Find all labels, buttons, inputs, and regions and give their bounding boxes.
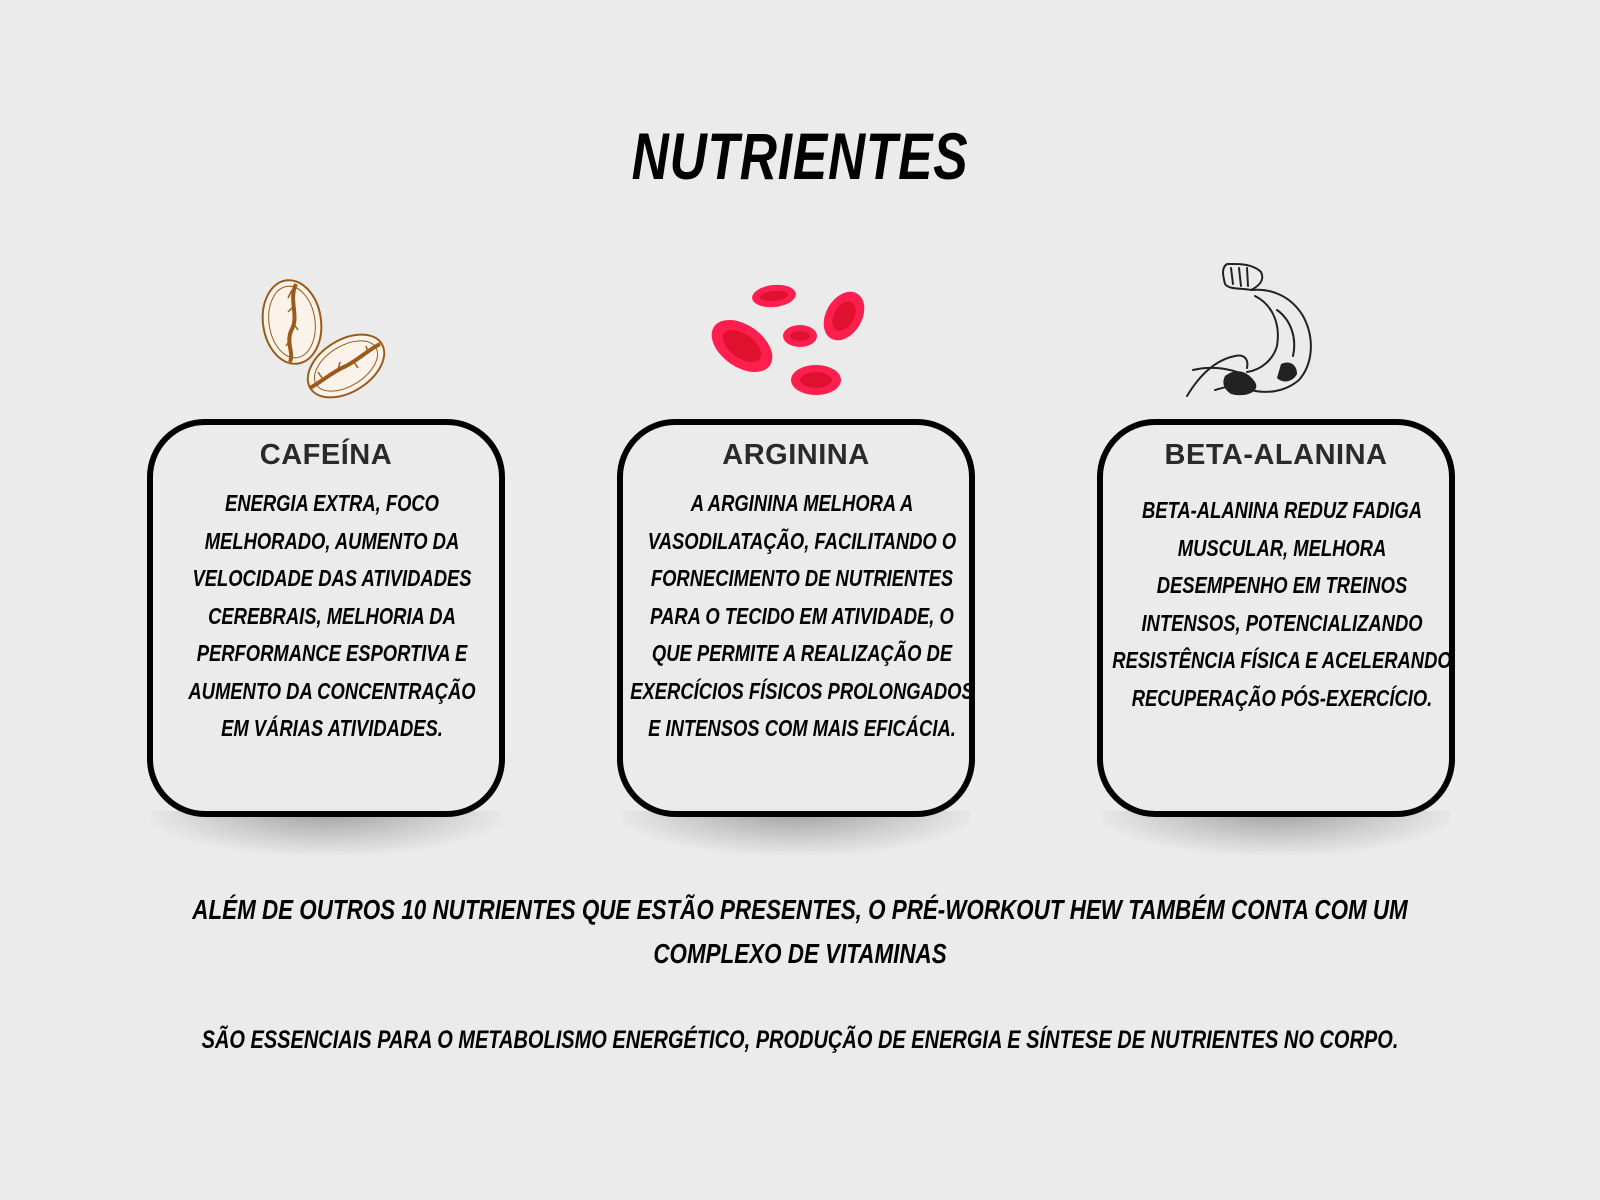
footer-line: ALÉM DE OUTROS 10 NUTRIENTES QUE ESTÃO PRESENTES, O PRÉ-WORKOUT HEW TAMBÉM CONTA COM UM <box>192 894 1408 925</box>
card-text-line: CEREBRAIS, MELHORIA DA <box>208 602 456 629</box>
card-text-line: VASODILATAÇÃO, FACILITANDO O <box>647 527 957 554</box>
card-title: ARGININA <box>722 439 870 471</box>
card-text-line: BETA-ALANINA REDUZ FADIGA <box>1141 497 1423 523</box>
card-shadow <box>151 811 501 855</box>
page-title: NUTRIENTES <box>631 119 969 193</box>
footer-vitamins-note <box>0 888 1600 976</box>
card-shadow <box>621 811 971 855</box>
card-frame <box>617 419 975 817</box>
card-text-line: ENERGIA EXTRA, FOCO <box>225 490 439 516</box>
coffee-beans-icon <box>258 276 392 406</box>
card-text-line: INTENSOS, POTENCIALIZANDO <box>1141 609 1423 636</box>
card-description <box>1107 492 1457 717</box>
card-description <box>157 485 507 748</box>
card-text-line: PERFORMANCE ESPORTIVA E <box>196 640 468 666</box>
card-text-line: VELOCIDADE DAS ATIVIDADES <box>192 565 472 591</box>
card-text-line: DESEMPENHO EM TREINOS <box>1156 572 1408 598</box>
card-description <box>627 485 977 748</box>
footer-line: COMPLEXO DE VITAMINAS <box>653 938 947 969</box>
card-text-line: EXERCÍCIOS FÍSICOS PROLONGADOS <box>630 677 974 704</box>
card-frame <box>1097 419 1455 817</box>
flexed-arm-icon <box>1185 260 1333 400</box>
footer-essentials-note: SÃO ESSENCIAIS PARA O METABOLISMO ENERGÉTICO, PRODUÇÃO DE ENERGIA E SÍNTESE DE NUTRIENTES NO CORPO. <box>201 1026 1399 1054</box>
card-text-line: MELHORADO, AUMENTO DA <box>204 527 460 554</box>
card-title: CAFEÍNA <box>259 439 393 471</box>
card-text-line: MUSCULAR, MELHORA <box>1177 534 1387 561</box>
card-text-line: A ARGININA MELHORA A <box>690 490 914 516</box>
card-text-line: RECUPERAÇÃO PÓS-EXERCÍCIO. <box>1131 684 1433 711</box>
card-text-line: QUE PERMITE A REALIZAÇÃO DE <box>651 640 953 666</box>
card-title: BETA-ALANINA <box>1164 439 1388 471</box>
card-text-line: PARA O TECIDO EM ATIVIDADE, O <box>650 602 954 629</box>
card-text-line: RESISTÊNCIA FÍSICA E ACELERANDO <box>1112 647 1452 673</box>
nutrient-card-arginina <box>617 419 975 819</box>
nutrient-card-cafeina <box>147 419 505 819</box>
card-shadow <box>1101 811 1451 855</box>
card-text-line: FORNECIMENTO DE NUTRIENTES <box>650 565 954 591</box>
card-text-line: E INTENSOS COM MAIS EFICÁCIA. <box>648 715 956 741</box>
card-frame <box>147 419 505 817</box>
red-blood-cells-icon <box>710 280 870 400</box>
nutrient-card-beta-alanina <box>1097 419 1455 819</box>
card-text-line: EM VÁRIAS ATIVIDADES. <box>221 715 443 741</box>
card-text-line: AUMENTO DA CONCENTRAÇÃO <box>188 677 476 704</box>
